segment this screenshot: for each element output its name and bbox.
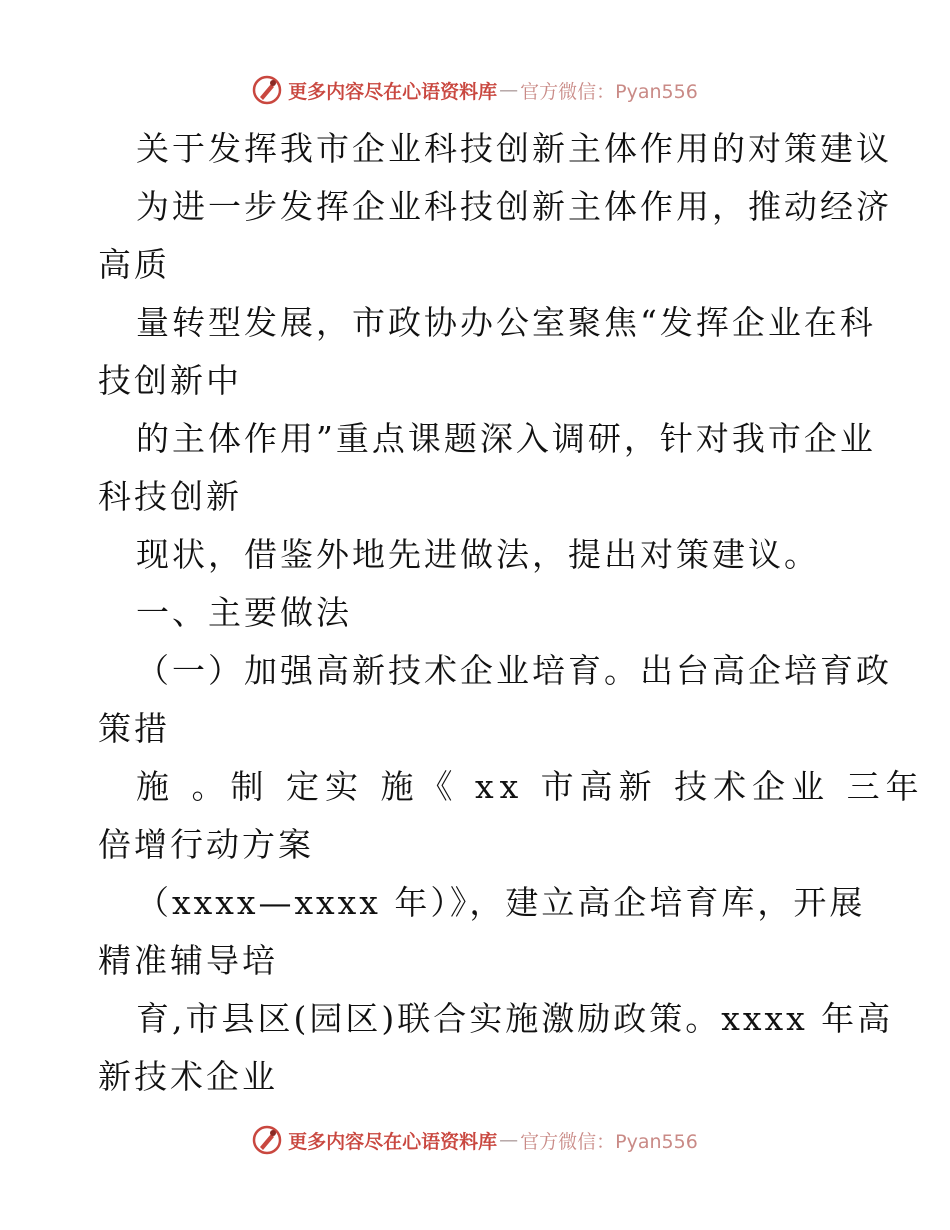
paragraph-line: 高质 (98, 245, 170, 284)
banner-wechat-text: 官方微信：Pyan556 (520, 1130, 698, 1153)
paragraph-line: 育,市县区(园区)联合实施激励政策。xxxx 年高 (136, 999, 894, 1038)
paragraph-line: 新技术企业 (98, 1057, 278, 1096)
pen-logo-icon (252, 75, 282, 105)
paragraph-line: 精准辅导培 (98, 941, 278, 980)
document-title: 关于发挥我市企业科技创新主体作用的对策建议 (136, 129, 892, 168)
footer-banner (0, 1120, 950, 1160)
paragraph-line: 施 。制 定实 施《 xx 市高新 技术企业 三年 (136, 767, 925, 806)
section-heading: 一、主要做法 (136, 593, 352, 632)
paragraph-line: 为进一步发挥企业科技创新主体作用，推动经济 (136, 187, 892, 226)
header-banner (0, 70, 950, 110)
banner-separator: — (499, 1129, 519, 1151)
paragraph-line: 量转型发展，市政协办公室聚焦“发挥企业在科 (136, 303, 876, 342)
paragraph-line: 科技创新 (98, 477, 242, 516)
banner-main-text: 更多内容尽在心语资料库 (288, 1130, 498, 1153)
paragraph-line: 的主体作用”重点课题深入调研，针对我市企业 (136, 419, 876, 458)
paragraph-line: 策措 (98, 709, 170, 748)
document-body (98, 120, 925, 1106)
banner-separator: — (499, 79, 519, 101)
banner-wechat-text: 官方微信：Pyan556 (520, 80, 698, 103)
paragraph-line: 技创新中 (98, 361, 242, 400)
paragraph-line: （xxxx—xxxx 年）》，建立高企培育库，开展 (136, 883, 866, 922)
pen-logo-icon (252, 1125, 282, 1155)
banner-main-text: 更多内容尽在心语资料库 (288, 80, 498, 103)
paragraph-line: 现状，借鉴外地先进做法，提出对策建议。 (136, 535, 820, 574)
paragraph-line: （一）加强高新技术企业培育。出台高企培育政 (136, 651, 892, 690)
paragraph-line: 倍增行动方案 (98, 825, 314, 864)
